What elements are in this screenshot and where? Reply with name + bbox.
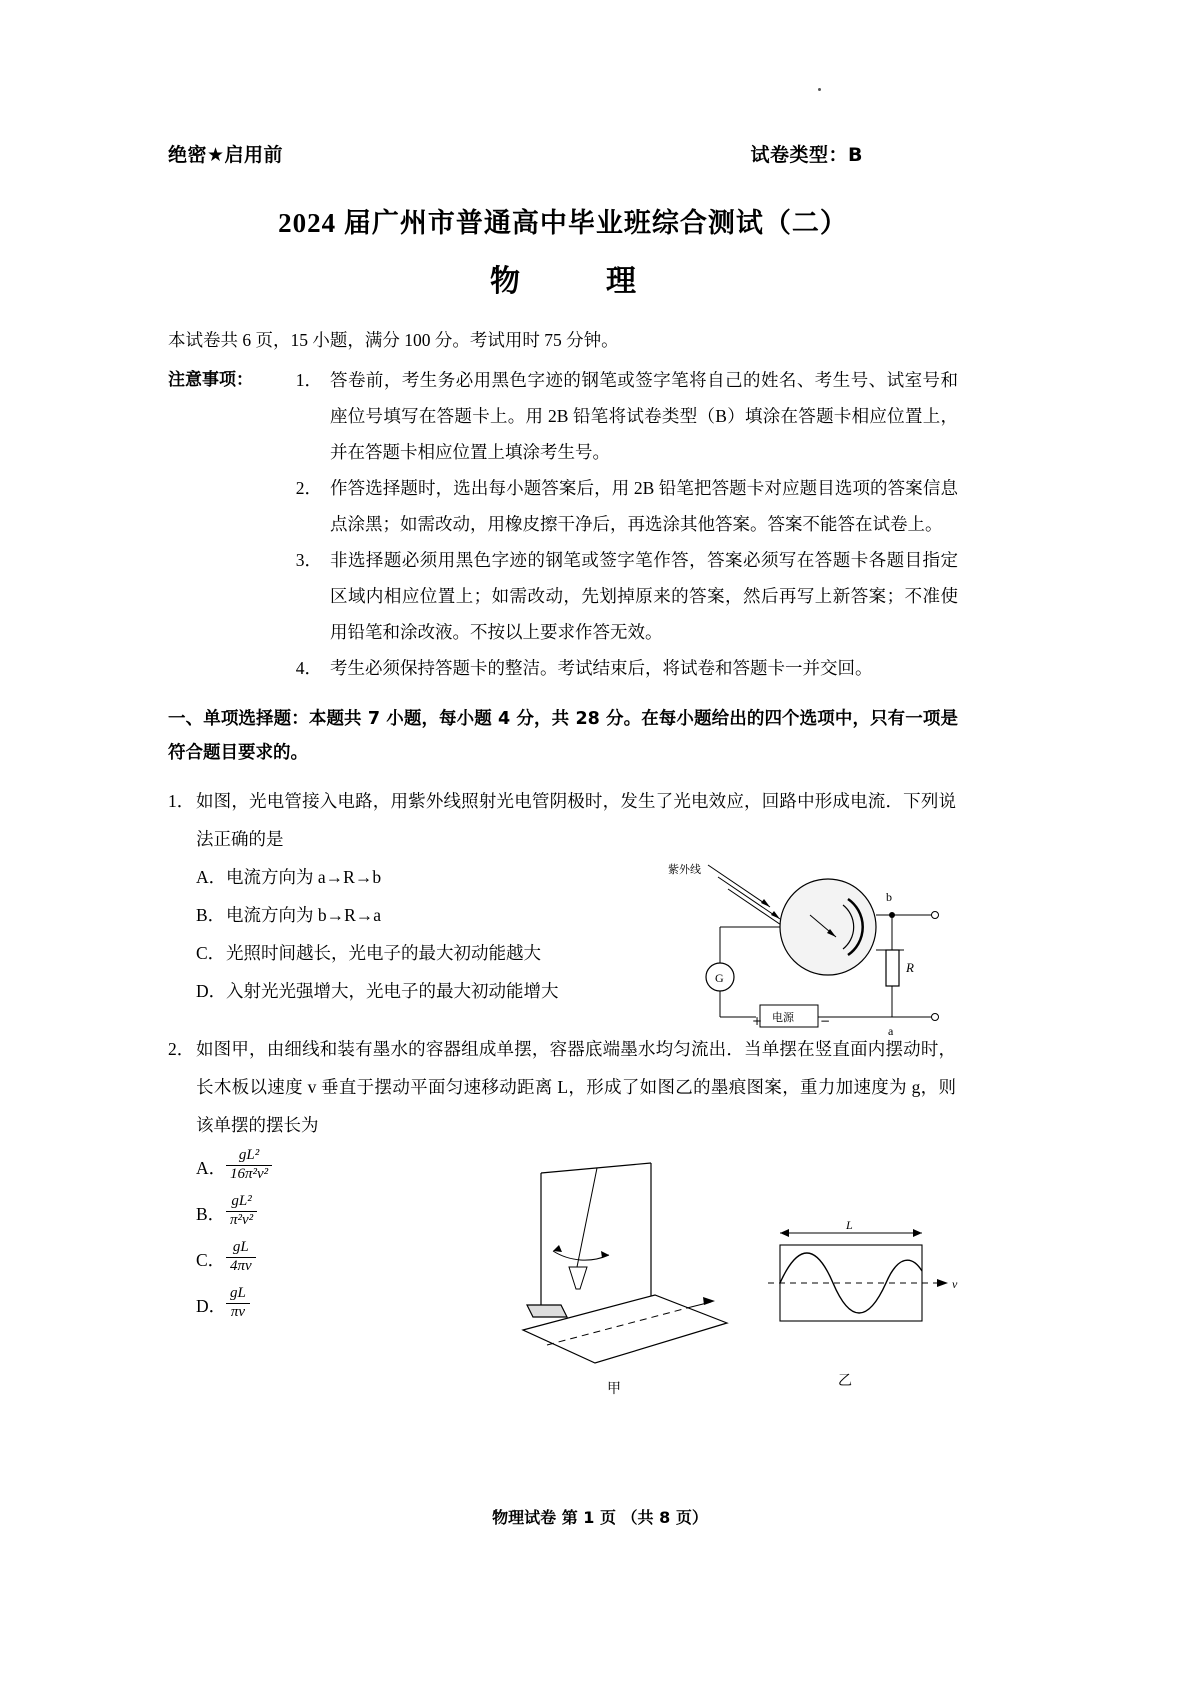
svg-text:−: − xyxy=(820,1014,831,1028)
svg-text:电源: 电源 xyxy=(772,1011,794,1024)
notice-item-text: 答卷前，考生务必用黑色字迹的钢笔或签字笔将自己的姓名、考生号、试室号和座位号填写在答题卡上。用 2B 铅笔将试卷类型（B）填涂在答题卡相应位置上，并在答题卡相应位置上填涂考生号。 xyxy=(330,370,958,462)
section-one-heading: 一、单项选择题：本题共 7 小题，每小题 4 分，共 28 分。在每小题给出的四个选项中，只有一项是符合题目要求的。 xyxy=(168,709,958,763)
notice-label: 注意事项： xyxy=(168,370,253,390)
fraction-numerator: gL xyxy=(230,1285,246,1302)
question-1-stem: 如图，光电管接入电路，用紫外线照射光电管阴极时，发生了光电效应，回路中形成电流．下列说法正确的是 xyxy=(196,791,956,849)
question-1-option-a xyxy=(168,858,626,896)
notice-item-number: 4． xyxy=(295,658,322,678)
question-1-figure xyxy=(660,855,960,1050)
option-fraction xyxy=(226,1239,256,1275)
question-2-figure-jia xyxy=(505,1155,745,1405)
option-fraction xyxy=(226,1147,272,1183)
question-2-figure-yi xyxy=(760,1215,975,1405)
question-1-number: 1． xyxy=(168,791,195,811)
ink-trace-wave-diagram xyxy=(760,1215,975,1405)
question-2-number: 2． xyxy=(168,1039,195,1059)
secrecy-label: 绝密★启用前 xyxy=(168,144,284,166)
svg-text:L: L xyxy=(846,1218,853,1232)
option-label: C． xyxy=(196,943,226,963)
notice-item-text: 作答选择题时，选出每小题答案后，用 2B 铅笔把答题卡对应题目选项的答案信息点涂黑；如需改动，用橡皮擦干净后，再选涂其他答案。答案不能答在试卷上。 xyxy=(330,478,958,534)
option-label: A． xyxy=(196,1157,227,1178)
paper-type-label: 试卷类型：B xyxy=(750,144,863,166)
question-1-option-b xyxy=(168,896,626,934)
option-label: D． xyxy=(196,981,227,1001)
pendulum-apparatus-diagram xyxy=(505,1155,745,1405)
notice-item xyxy=(168,650,958,686)
notice-item-number: 3． xyxy=(295,550,322,570)
fraction-numerator: gL² xyxy=(238,1147,260,1164)
fraction-denominator: π²v² xyxy=(226,1211,257,1229)
fraction-numerator: gL² xyxy=(231,1193,252,1210)
notice-item xyxy=(168,470,958,542)
page-footer: 物理试卷 第 1 页 （共 8 页） xyxy=(492,1508,708,1527)
svg-text:b: b xyxy=(886,890,892,904)
option-fraction xyxy=(226,1285,250,1321)
option-text: 电流方向为 a→R→b xyxy=(226,867,382,887)
question-1-option-c xyxy=(168,934,656,972)
svg-text:a: a xyxy=(888,1024,894,1038)
option-label: C． xyxy=(196,1249,226,1270)
question-2-stem: 如图甲，由细线和装有墨水的容器组成单摆，容器底端墨水均匀流出．当单摆在竖直面内摆动时，长木板以速度 v 垂直于摆动平面匀速移动距离 L，形成了如图乙的墨痕图案，重力加速度为 g，则该单摆的摆长为 xyxy=(196,1039,956,1135)
option-fraction xyxy=(226,1193,257,1229)
notice-item xyxy=(168,362,958,470)
page-header xyxy=(168,140,958,167)
option-text: 入射光光强增大，光电子的最大初动能增大 xyxy=(226,981,559,1001)
notice-block xyxy=(168,362,958,686)
page-content xyxy=(168,140,958,1328)
svg-text:乙: 乙 xyxy=(838,1373,852,1389)
exam-info-line: 本试卷共 6 页，15 小题，满分 100 分。考试用时 75 分钟。 xyxy=(168,330,619,350)
fraction-denominator: πv xyxy=(226,1303,250,1321)
notice-item xyxy=(168,542,958,650)
notice-item-text: 考生必须保持答题卡的整洁。考试结束后，将试卷和答题卡一并交回。 xyxy=(330,658,873,678)
svg-text:紫外线: 紫外线 xyxy=(668,863,701,876)
option-label: B． xyxy=(196,1203,226,1224)
question-1-option-d xyxy=(168,972,656,1010)
notice-item-number: 1． xyxy=(295,370,322,390)
photoelectric-circuit-diagram xyxy=(660,855,960,1050)
svg-text:甲: 甲 xyxy=(607,1381,621,1397)
option-label: B． xyxy=(196,905,226,925)
fraction-denominator: 4πv xyxy=(226,1257,256,1275)
svg-text:G: G xyxy=(715,971,724,985)
svg-text:+: + xyxy=(752,1014,763,1028)
option-text: 电流方向为 b→R→a xyxy=(226,905,382,925)
fraction-numerator: gL xyxy=(232,1239,249,1256)
page-title: 2024 届广州市普通高中毕业班综合测试（二） xyxy=(278,208,848,238)
page-dot-mark xyxy=(818,88,821,91)
svg-text:v: v xyxy=(952,1277,958,1291)
notice-item-number: 2． xyxy=(295,478,322,498)
notice-item-text: 非选择题必须用黑色字迹的钢笔或签字笔作答，答案必须写在答题卡各题目指定区域内相应位置上；如需改动，先划掉原来的答案，然后再写上新答案；不准使用铅笔和涂改液。不按以上要求作答无效。 xyxy=(330,550,958,642)
option-label: D． xyxy=(196,1295,227,1316)
subject-title: 物 理 xyxy=(490,265,664,298)
option-label: A． xyxy=(196,867,227,887)
svg-text:R: R xyxy=(906,960,914,975)
fraction-denominator: 16π²v² xyxy=(226,1165,272,1183)
option-text: 光照时间越长，光电子的最大初动能越大 xyxy=(226,943,541,963)
